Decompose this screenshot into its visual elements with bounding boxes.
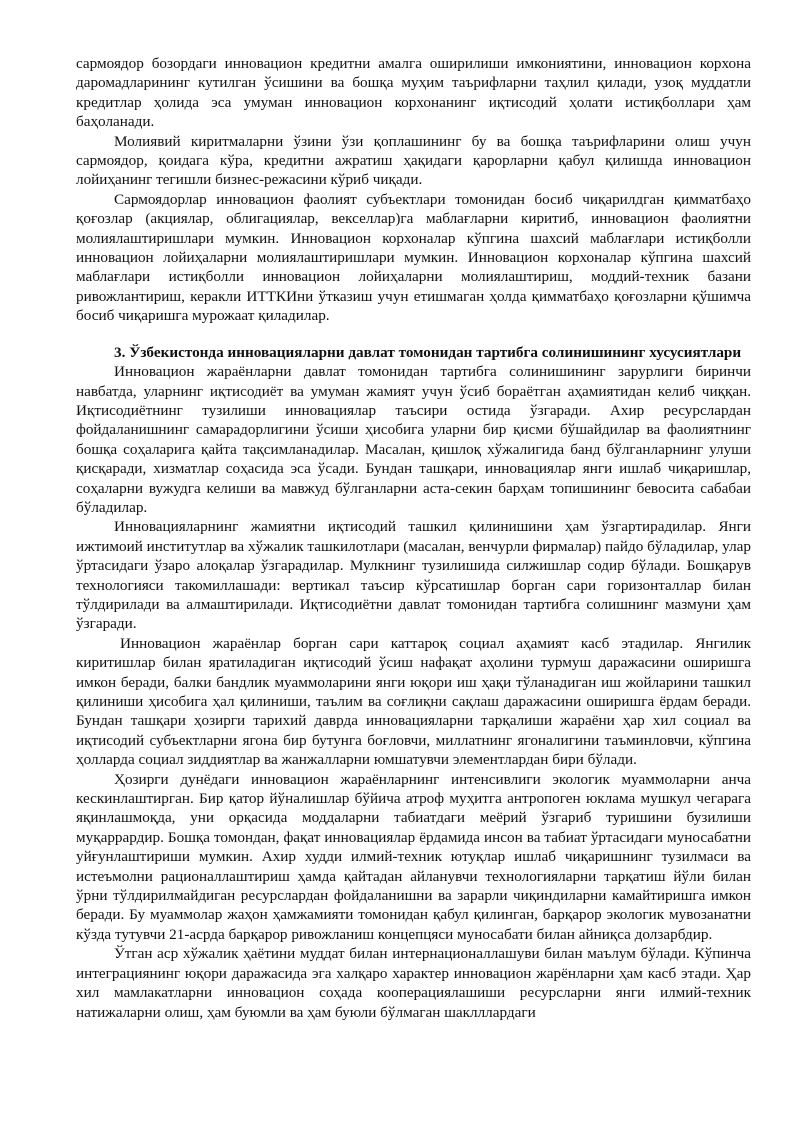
paragraph: сармоядор бозордаги инновацион кредитни амалга оширилиши имкониятини, инновацион корхона даромадларининг кутилган ўсишини ва бошқа муҳим таърифларни таҳлил қилади, узоқ муддатли кредитлар ҳолида эса умуман инновацион корхонанинг иқтисодий ҳолати истиқболлари ҳам баҳоланади. — [76, 55, 751, 131]
paragraph: Инновацион жараёнларни давлат томонидан тартибга солинишининг зарурлиги биринчи навбатда, уларнинг иқтисодиёт ва умуман жамият учун ўсиб бораётган аҳамиятидан келиб чиққан. Иқтисодиётнинг тузилиши инновациялар таъсири остида ўзгаради. Ахир ресурслардан фойдаланишнинг самарадорлигини ўсиши ҳисобига уларни бир қисми бўшайдилар ва фаолиятнинг бошқа соҳаларига қайта тақсимланадилар. Масалан, қишлоқ хўжалигида банд бўлганларнинг улуши қисқаради, хизматлар соҳасида эса ўсади. Бундан ташқари, инновациялар янги ишлаб чиқаришлар, соҳаларни вужудга келиши ва мавжуд бўлганларни аста-секин барҳам топишининг бевосита сабабаи бўладилар. — [76, 363, 751, 516]
paragraph: Ҳозирги дунёдаги инновацион жараёнларнинг интенсивлиги экологик муаммоларни анча кескинлаштирган. Бир қатор йўналишлар бўйича атроф муҳитга антропоген юклама мушкул чегарага яқинлашмоқда, уни орқасида моддаларни табиатдаги меёрий ўзгариб туришини бузилиши муқаррардир. Бошқа томондан, фақат инновациялар ёрдамида инсон ва табиат ўртасидаги муносабатни уйғунлаштириши мумкин. Ахир худди илмий-техник ютуқлар ишлаб чиқаришнинг тузилмаси ва истеъмолни рационаллаштириш ҳамда қайтадан айланувчи технологияларни тарқатиш йўли билан ўрни тўлдирилмайдиган ресурслардан фойдаланишни ва зарарли чиқиндиларни камайтиришга имкон беради. Бу муаммолар жаҳон ҳамжамияти томонидан қабул қилинган, барқарор экологик мувозанатни кўзда тутувчи 21-асрда барқарор ривожланиш концепцяси муносабати билан айниқса долзарбдир. — [76, 770, 751, 943]
paragraph: Ўтган аср хўжалик ҳаётини муддат билан интернационаллашуви билан маълум бўлади. Кўпинча интеграциянинг юқори даражасида эга халқаро характер инновацион жарёнларни ҳам касб этади. Ҳар хил мамлакатларни инновацион соҳада кооперациялашиши ресурсларни янги илмий-техник натижаларни олиш, ҳам буюмли ва ҳам буюли бўлмаган шаклллардаги — [76, 945, 751, 1021]
paragraph: Сармоядорлар инновацион фаолият субъектлари томонидан босиб чиқарилдган қимматбаҳо қоғозлар (акциялар, облигациялар, векселлар)га маблағларни киритиб, инновацион фаолиятни молиялаштиришлари мумкин. Инновацион корхоналар кўпгина шахсий маблағлари истиқболли инновацион лойиҳаларни молиялаштиришлари мумкин. Инновацион корхоналар кўпгина шахсий маблағлари истиқболли инновацион лойиҳаларни молиялаштириш, моддий-техник базани ривожлантириш, керакли ИТТКИни ўтказиш учун етишмаган ҳолда қимматбаҳо қоғозларни қўшимча босиб чиқаришга мурожаат қиладилар. — [76, 190, 751, 325]
section-heading: 3. Ўзбекистонда инновацияларни давлат томонидан тартибга солинишининг хусусиятлари — [114, 343, 742, 361]
paragraph: Инновацион жараёнлар борган сари каттароқ социал аҳамият касб этадилар. Янгилик киритишлар билан яратиладиган иқтисодий ўсиш нафақат аҳолини турмуш даражасини оширишга имкон беради, балки бандлик муаммоларини янги юқори иш ҳақи тўланадиган иш жойларини ташкил қилиниши ҳисобига ҳал қилиниши, таълим ва соғлиқни сақлаш даражасини оширишга ёрдам беради. Бундан ташқари ҳозирги тарихий даврда инновацияларни тарқалиши жараёни ҳар хил социал ва иқтисодий субъектларни ягона бир бутунга боғловчи, миллатнинг ягоналигини таъминловчи, кўпгина ҳолларда социал зиддиятлар ва жанжалларни юмшатувчи элементлардан бири бўлади. — [76, 634, 751, 769]
document-page — [76, 54, 751, 1022]
paragraph: Молиявий киритмаларни ўзини ўзи қоплашининг бу ва бошқа таърифларини олиш учун сармоядор, қоидага кўра, кредитни ажратиш ҳақидаги қарорларни қабул қилишда инновацион лойиҳанинг тегишли бизнес-режасини кўриб чиқади. — [76, 132, 751, 189]
paragraph: Инновацияларнинг жамиятни иқтисодий ташкил қилинишини ҳам ўзгартирадилар. Янги ижтимоий институтлар ва хўжалик ташкилотлари (масалан, венчурли фирмалар) пайдо бўладилар, улар ўртасидаги ўзаро алоқалар ўзгарадилар. Мулкнинг тузилишида силжишлар содир бўлади. Бошқарув технологияси такомиллашади: вертикал таъсир кўрсатишлар борган сари горизонталлар билан тўлдирилади ва алмаштирилади. Иқтисодиётни давлат томонидан тартибга солишнинг мазмуни ҳам ўзгаради. — [76, 518, 751, 633]
